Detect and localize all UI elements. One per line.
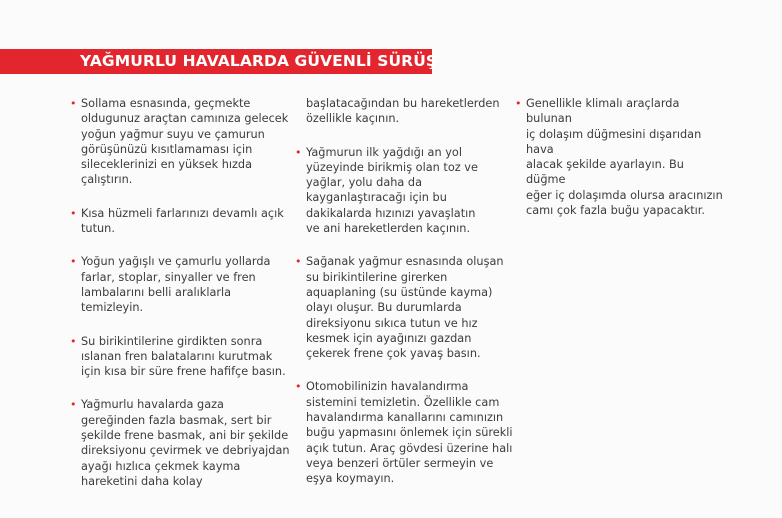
bullet-icon: • xyxy=(70,255,77,269)
list-item-text: Genellikle klimalı araçlarda bulunan iç dolaşım düğmesini dışarıdan hava alacak şekilde ayarlayın. Bu düğme eğer iç dolaşımda olursa aracınızın camı çok fazla buğu yapacaktır. xyxy=(526,97,723,218)
list-item xyxy=(515,96,726,218)
bullet-icon: • xyxy=(295,380,302,394)
list-item xyxy=(295,145,518,237)
list-item xyxy=(70,206,301,237)
bullet-icon: • xyxy=(295,145,302,159)
page-title: YAĞMURLU HAVALARDA GÜVENLİ SÜRÜŞ xyxy=(80,52,438,70)
column-2 xyxy=(295,96,518,505)
list-item xyxy=(70,334,301,380)
bullet-icon: • xyxy=(295,255,302,269)
list-item-text: Su birikintilerine girdikten sonra ıslanan fren balatalarını kurutmak için kısa bir süre frene hafifçe basın. xyxy=(81,334,286,379)
list-item-text: Yağmurun ilk yağdığı an yol yüzeyinde birikmiş olan toz ve yağlar, yolu daha da kayganlaştıracağı için bu dakikalarda hızınızı yavaşlatın ve ani hareketlerden kaçının. xyxy=(306,145,478,236)
column-1 xyxy=(70,96,301,507)
list-item-text: Sağanak yağmur esnasında oluşan su birikintilerine girerken aquaplaning (su üstünde kayma) olayı oluşur. Bu durumlarda direksiyonu sıkıca tutun ve hız kesmek için ayağınızı gazdan çekerek frene çok yavaş basın. xyxy=(306,255,504,361)
bullet-icon: • xyxy=(70,206,77,220)
column-3 xyxy=(515,96,726,236)
list-item-text: Yağmurlu havalarda gaza gereğinden fazla basmak, sert bir şekilde frene basmak, ani bir şekilde direksiyonu çevirmek ve debriyajdan ayağı hızlıca çekmek kayma hareketini daha kolay xyxy=(81,398,290,488)
list-item xyxy=(70,254,301,315)
list-item-text: Yoğun yağışlı ve çamurlu yollarda farlar, stoplar, sinyaller ve fren lambalarını belli aralıklarla temizleyin. xyxy=(81,255,271,315)
list-item-text: Otomobilinizin havalandırma sistemini temizletin. Özellikle cam havalandırma kanallarını camınızın buğu yapmasını önlemek için sürekli açık tutun. Araç gövdesi üzerine halı veya benzeri örtüler sermeyin ve eşya koymayın. xyxy=(306,380,513,486)
list-item-text: Sollama esnasında, geçmekte oldugunuz araçtan camınıza gelecek yoğun yağmur suyu ve çamurun görüşünüzü kısıtlamaması için sileceklerinizi en yüksek hızda çalıştırın. xyxy=(81,97,289,187)
bullet-icon: • xyxy=(70,398,77,412)
list-item xyxy=(295,379,518,486)
continued-text: başlatacağından bu hareketlerden özellikle kaçının. xyxy=(306,97,500,126)
list-item-text: Kısa hüzmeli farlarınızı devamlı açık tutun. xyxy=(81,206,284,236)
bullet-icon: • xyxy=(70,97,77,110)
list-item xyxy=(295,254,518,361)
list-item xyxy=(70,96,301,188)
bullet-icon: • xyxy=(70,334,77,348)
list-item xyxy=(70,397,301,489)
bullet-icon: • xyxy=(515,97,522,110)
title-banner xyxy=(0,49,438,74)
